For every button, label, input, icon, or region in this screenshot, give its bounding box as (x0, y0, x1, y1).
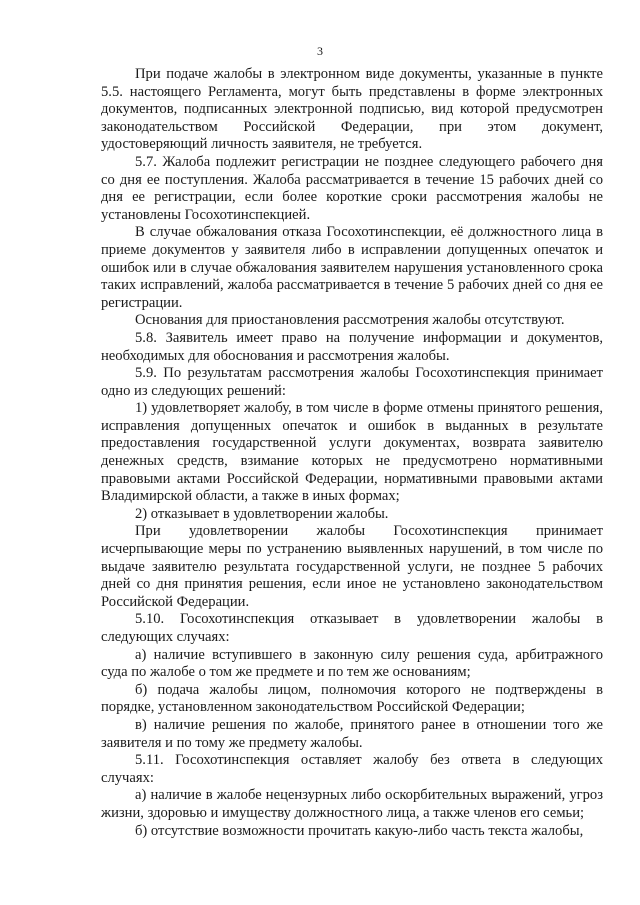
list-item-5-9-1: 1) удовлетворяет жалобу, в том числе в форме отмены принятого решения, исправления допущенных опечаток и ошибок в выданных в результате предоставления государственной услуги документах, возврата заявителю денежных средств, взимание которых не предусмотрено нормативными правовыми актами Российской Федерации, нормативными правовыми актами Владимирской области, а также в иных формах; (101, 400, 603, 505)
list-item-5-10-b: б) подача жалобы лицом, полномочия которого не подтверждены в порядке, установленном законодательством Российской Федерации; (101, 681, 603, 716)
paragraph-5-8: 5.8. Заявитель имеет право на получение информации и документов, необходимых для обоснования и рассмотрения жалобы. (101, 329, 603, 364)
list-item-5-9-2: 2) отказывает в удовлетворении жалобы. (135, 505, 389, 522)
list-item-5-10-a: а) наличие вступившего в законную силу решения суда, арбитражного суда по жалобе о том же предмете и по тем же основаниям; (101, 646, 603, 681)
paragraph-5-11: 5.11. Госохотинспекция оставляет жалобу без ответа в следующих случаях: (101, 752, 603, 786)
paragraph-refusal-appeal: В случае обжалования отказа Госохотинспекции, её должностного лица в приеме документов у заявителя либо в исправлении допущенных опечаток и ошибок или в случае обжалования заявителем нарушения установленного срока таких исправлений, жалоба рассматривается в течение 5 рабочих дней со дня ее регистрации. (101, 224, 603, 311)
paragraph-5-10: 5.10. Госохотинспекция отказывает в удовлетворении жалобы в следующих случаях: (101, 611, 603, 645)
list-item-5-11-a: а) наличие в жалобе нецензурных либо оскорбительных выражений, угроз жизни, здоровью и имуществу должностного лица, а также членов его семьи; (101, 787, 603, 821)
paragraph-no-suspension: Основания для приостановления рассмотрения жалобы отсутствуют. (135, 312, 565, 329)
paragraph-5-9: 5.9. По результатам рассмотрения жалобы Госохотинспекция принимает одно из следующих решений: (101, 365, 603, 399)
list-item-5-11-b: б) отсутствие возможности прочитать какую-либо часть текста жалобы, (135, 822, 584, 839)
paragraph-5-7: 5.7. Жалоба подлежит регистрации не позднее следующего рабочего дня со дня ее поступления. Жалоба рассматривается в течение 15 рабочих дней со дня ее регистрации, если более короткие сроки рассмотрения жалобы не установлены Госохотинспекцией. (101, 153, 603, 223)
paragraph-satisfaction-measures: При удовлетворении жалобы Госохотинспекция принимает исчерпывающие меры по устранению выявленных нарушений, в том числе по выдаче заявителю результата государственной услуги, не позднее 5 рабочих дней со дня принятия решения, если иное не установлено законодательством Российской Федерации. (101, 523, 603, 610)
list-item-5-10-c: в) наличие решения по жалобе, принятого ранее в отношении того же заявителя и по тому же предмету жалобы. (101, 716, 603, 751)
page-number: 3 (317, 44, 323, 58)
document-body (101, 66, 603, 840)
paragraph-electronic-submission: При подаче жалобы в электронном виде документы, указанные в пункте 5.5. настоящего Регламента, могут быть представлены в форме электронных документов, подписанных электронной подписью, вид которой предусмотрен законодательством Российской Федерации, при этом документ, удостоверяющий личность заявителя, не требуется. (101, 66, 603, 153)
